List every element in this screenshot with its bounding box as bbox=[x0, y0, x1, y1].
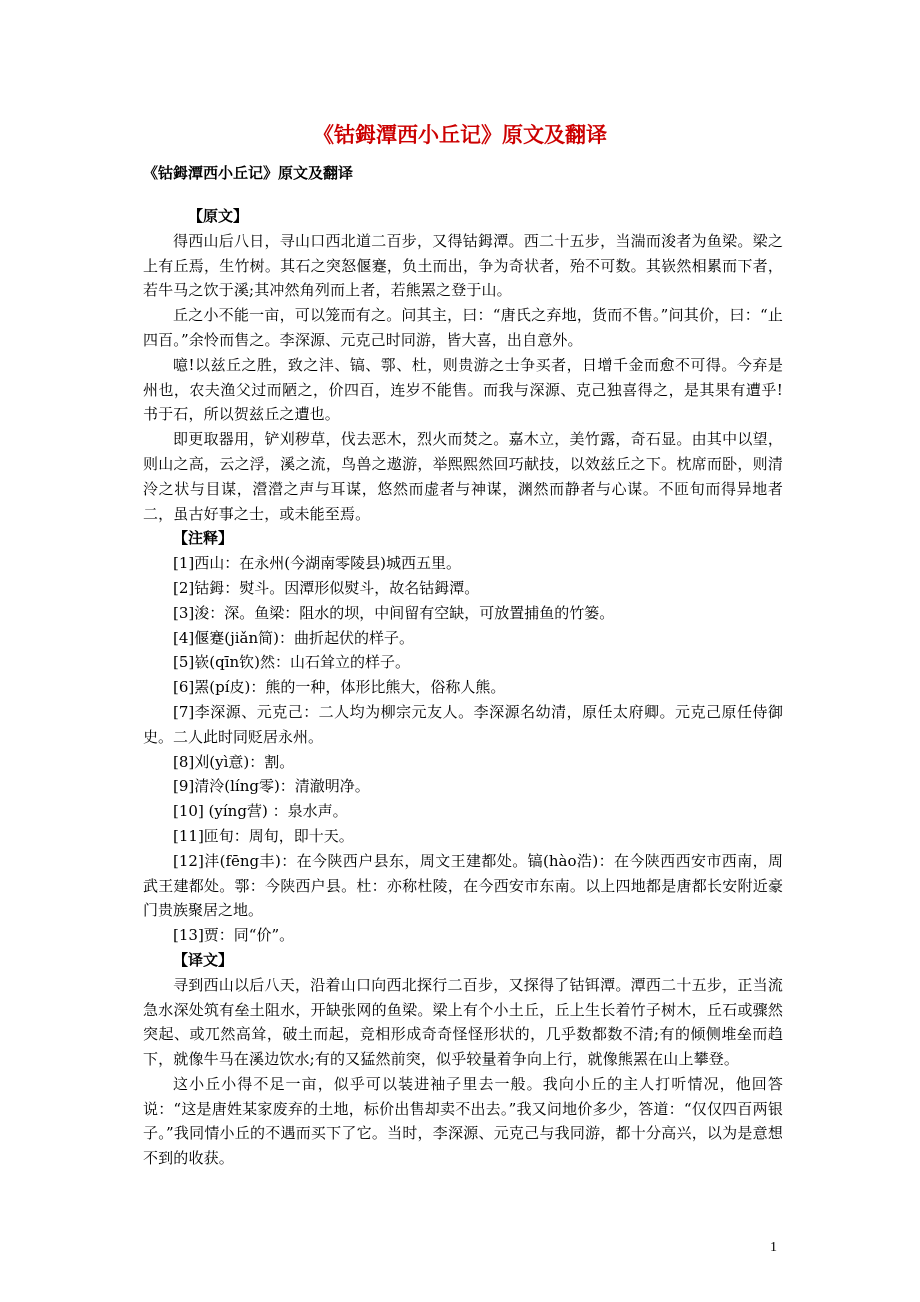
original-paragraph: 得西山后八日，寻山口西北道二百步，又得钴鉧潭。西二十五步，当湍而浚者为鱼梁。梁之上有丘焉，生竹树。其石之突怒偃蹇，负土而出，争为奇状者，殆不可数。其嵚然相累而下者，若牛马之饮于溪;其冲然角列而上者，若熊罴之登于山。 bbox=[143, 231, 783, 300]
note-item: [10] (yíng营) ：泉水声。 bbox=[173, 802, 348, 821]
note-item: [7]李深源、元克己：二人均为柳宗元友人。李深源名幼清，原任太府卿。元克己原任侍御史。二人此时同贬居永州。 bbox=[143, 702, 783, 746]
original-paragraph: 丘之小不能一亩，可以笼而有之。问其主，曰：“唐氏之弃地，货而不售。”问其价，曰：“止四百。”余怜而售之。李深源、元克己时同游，皆大喜，出自意外。 bbox=[143, 306, 783, 349]
translation-paragraph: 这小丘小得不足一亩，似乎可以装进袖子里去一般。我向小丘的主人打听情况，他回答说：“这是唐姓某家废弃的土地，标价出售却卖不出去。”我又问地价多少，答道：“仅仅四百两银子。”我同情小丘的不遇而买下了它。当时，李深源、元克己与我同游，都十分高兴，以为是意想不到的收获。 bbox=[143, 1074, 783, 1168]
note-item: [5]嵚(qīn钦)然：山石耸立的样子。 bbox=[173, 653, 411, 672]
document-title: 《钴鉧潭西小丘记》原文及翻译 bbox=[313, 123, 607, 147]
note-item: [6]罴(pí皮)：熊的一种，体形比熊大，俗称人熊。 bbox=[173, 678, 506, 697]
note-item: [4]偃蹇(jiǎn简)：曲折起伏的样子。 bbox=[173, 628, 415, 647]
note-item: [8]刈(yì意)：割。 bbox=[173, 752, 295, 771]
note-item: [3]浚：深。鱼梁：阻水的坝，中间留有空缺，可放置捕鱼的竹篓。 bbox=[173, 603, 615, 622]
note-item: [12]沣(fēng丰)：在今陕西户县东，周文王建都处。镐(hào浩)：在今陕西西安市西南，周武王建都处。鄠：今陕西户县。杜：亦称杜陵，在今西安市东南。以上四地都是唐都长安附近豪门贵族聚居之地。 bbox=[143, 851, 783, 920]
note-item: [13]贾：同“价”。 bbox=[173, 926, 295, 945]
document-subtitle: 《钴鉧潭西小丘记》原文及翻译 bbox=[143, 164, 354, 182]
original-paragraph: 即更取器用，铲刈秽草，伐去恶木，烈火而焚之。嘉木立，美竹露，奇石显。由其中以望，则山之高，云之浮，溪之流，鸟兽之遨游，举熙熙然回巧献技，以效兹丘之下。枕席而卧，则清泠之状与目谋，瀯瀯之声与耳谋，悠然而虚者与神谋，渊然而静者与心谋。不匝旬而得异地者二，虽古好事之士，或未能至焉。 bbox=[143, 430, 783, 523]
note-item: [9]清泠(líng零)：清澈明净。 bbox=[173, 777, 370, 796]
translation-paragraph: 寻到西山以后八天，沿着山口向西北探行二百步，又探得了钴铒潭。潭西二十五步，正当流急水深处筑有垒土阻水，开缺张网的鱼梁。梁上有个小土丘，丘上生长着竹子树木，丘石或骤然突起、或兀然高耸，破土而起，竞相形成奇奇怪怪形状的，几乎数都数不清;有的倾侧堆垒而趋下，就像牛马在溪边饮水;有的又猛然前突，似乎较量着争向上行，就像熊罴在山上攀登。 bbox=[143, 975, 783, 1069]
original-paragraph: 噫!以兹丘之胜，致之沣、镐、鄠、杜，则贵游之士争买者，日增千金而愈不可得。今弃是州也，农夫渔父过而陋之，价四百，连岁不能售。而我与深源、克己独喜得之，是其果有遭乎!书于石，所以贺兹丘之遭也。 bbox=[143, 355, 783, 424]
note-item: [2]钴鉧：熨斗。因潭形似熨斗，故名钴鉧潭。 bbox=[173, 578, 480, 597]
page-number: 1 bbox=[770, 1240, 777, 1255]
section-heading-original: 【原文】 bbox=[188, 207, 249, 225]
document-body bbox=[143, 204, 783, 1171]
section-heading-notes: 【注释】 bbox=[173, 529, 234, 548]
section-heading-translation: 【译文】 bbox=[173, 950, 234, 969]
note-item: [1]西山：在永州(今湖南零陵县)城西五里。 bbox=[173, 554, 461, 573]
note-item: [11]匝旬：周旬，即十天。 bbox=[173, 826, 354, 845]
